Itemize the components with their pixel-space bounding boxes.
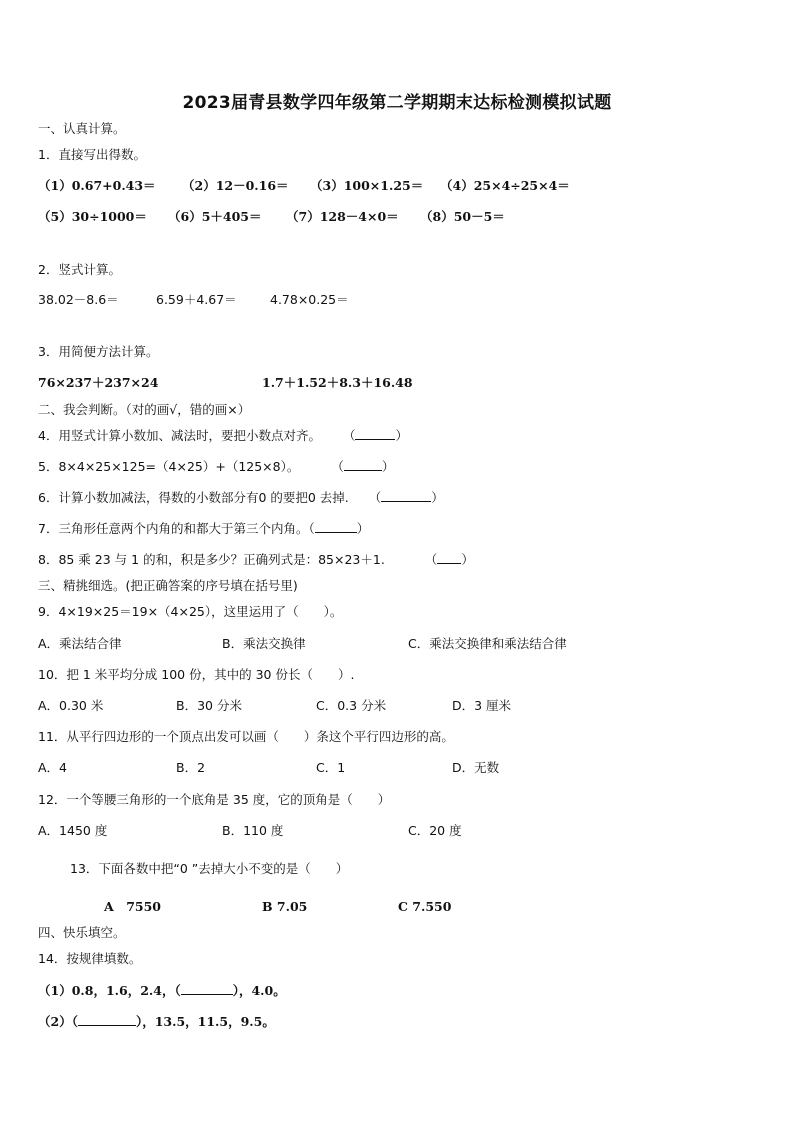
question-4-text: 4．用竖式计算小数加、减法时，要把小数点对齐。 bbox=[38, 428, 321, 443]
option-a[interactable]: A．4 bbox=[38, 760, 68, 775]
question-10-text: 10．把 1 米平均分成 100 份，其中的 30 份长（ ）. bbox=[38, 667, 355, 682]
question-3-label: 3．用简便方法计算。 bbox=[38, 344, 159, 359]
question-2-items bbox=[38, 292, 778, 308]
calc-item: （7）128－4×0＝ bbox=[286, 209, 399, 224]
calc-item: （8）50－5＝ bbox=[420, 209, 505, 224]
vertical-calc-item: 38.02－8.6＝ bbox=[38, 292, 119, 307]
option-c[interactable]: C．0.3 分米 bbox=[316, 698, 387, 713]
option-b[interactable]: B．30 分米 bbox=[176, 698, 242, 713]
question-4: 4．用竖式计算小数加、减法时，要把小数点对齐。 （ ） bbox=[38, 428, 408, 443]
answer-blank[interactable] bbox=[78, 1014, 136, 1026]
question-12-text: 12．一个等腰三角形的一个底角是 35 度，它的顶角是（ ） bbox=[38, 792, 391, 807]
section-heading-3: 三、精挑细选。(把正确答案的序号填在括号里) bbox=[38, 578, 298, 593]
calc-item: （6）5＋405＝ bbox=[168, 209, 262, 224]
question-1-row-1 bbox=[38, 178, 778, 194]
question-12-options bbox=[38, 823, 778, 839]
calc-item: （3）100×1.25＝ bbox=[310, 178, 424, 193]
answer-blank[interactable] bbox=[181, 983, 233, 995]
option-c[interactable]: C．20 度 bbox=[408, 823, 462, 838]
question-1-row-2 bbox=[38, 209, 778, 225]
option-d[interactable]: D．3 厘米 bbox=[452, 698, 512, 713]
calc-item: （2）12－0.16＝ bbox=[182, 178, 289, 193]
question-6: 6．计算小数加减法，得数的小数部分有0 的要把0 去掉. （ ） bbox=[38, 490, 444, 505]
question-13-text: 13．下面各数中把“0 ”去掉大小不变的是（ ） bbox=[70, 861, 349, 876]
question-9-text: 9．4×19×25＝19×（4×25），这里运用了（ ）。 bbox=[38, 604, 343, 619]
option-c[interactable]: C 7.550 bbox=[398, 899, 452, 914]
question-9-options bbox=[38, 636, 778, 652]
question-11-options bbox=[38, 760, 778, 776]
option-a[interactable]: A 7550 bbox=[104, 899, 161, 914]
answer-blank[interactable] bbox=[381, 490, 431, 502]
option-b[interactable]: B．乘法交换律 bbox=[222, 636, 306, 651]
answer-blank[interactable] bbox=[344, 459, 382, 471]
option-a[interactable]: A．1450 度 bbox=[38, 823, 108, 838]
answer-blank[interactable] bbox=[315, 521, 357, 533]
question-14-line-1: （1）0.8，1.6，2.4，（ ），4.0。 bbox=[38, 983, 286, 998]
question-8-text: 8．85 乘 23 与 1 的和，积是多少？正确列式是：85×23＋1. bbox=[38, 552, 385, 567]
simplify-item: 1.7＋1.52＋8.3＋16.48 bbox=[262, 375, 413, 390]
vertical-calc-item: 4.78×0.25＝ bbox=[270, 292, 349, 307]
option-d[interactable]: D．无数 bbox=[452, 760, 500, 775]
question-10-options bbox=[38, 698, 778, 714]
question-1-label: 1．直接写出得数。 bbox=[38, 147, 146, 162]
option-c[interactable]: C．乘法交换律和乘法结合律 bbox=[408, 636, 567, 651]
question-3-items bbox=[38, 375, 778, 391]
option-a[interactable]: A．乘法结合律 bbox=[38, 636, 122, 651]
vertical-calc-item: 6.59＋4.67＝ bbox=[156, 292, 237, 307]
question-11-text: 11．从平行四边形的一个顶点出发可以画（ ）条这个平行四边形的高。 bbox=[38, 729, 454, 744]
question-7-text: 7．三角形任意两个内角的和都大于第三个内角。 bbox=[38, 521, 309, 536]
answer-blank[interactable] bbox=[437, 552, 461, 564]
simplify-item: 76×237＋237×24 bbox=[38, 375, 159, 390]
question-6-text: 6．计算小数加减法，得数的小数部分有0 的要把0 去掉. bbox=[38, 490, 349, 505]
question-14-line-2: （2）（ ），13.5，11.5，9.5。 bbox=[38, 1014, 275, 1029]
option-b[interactable]: B．110 度 bbox=[222, 823, 284, 838]
question-5-text: 5．8×4×25×125=（4×25）+（125×8）。 bbox=[38, 459, 300, 474]
question-8: 8．85 乘 23 与 1 的和，积是多少？正确列式是：85×23＋1. （ ） bbox=[38, 552, 474, 567]
question-2-label: 2．竖式计算。 bbox=[38, 262, 121, 277]
section-heading-2: 二、我会判断。（对的画√，错的画×） bbox=[38, 402, 251, 417]
question-14-label: 14．按规律填数。 bbox=[38, 951, 142, 966]
answer-blank[interactable] bbox=[355, 428, 395, 440]
option-b[interactable]: B 7.05 bbox=[262, 899, 308, 914]
question-5: 5．8×4×25×125=（4×25）+（125×8）。 （ ） bbox=[38, 459, 395, 474]
section-heading-1: 一、认真计算。 bbox=[38, 121, 126, 136]
question-13-options bbox=[38, 899, 778, 915]
option-a[interactable]: A．0.30 米 bbox=[38, 698, 104, 713]
question-7: 7．三角形任意两个内角的和都大于第三个内角。（ ） bbox=[38, 521, 370, 536]
page-title: 2023届青县数学四年级第二学期期末达标检测模拟试题 bbox=[182, 93, 612, 113]
option-b[interactable]: B．2 bbox=[176, 760, 206, 775]
calc-item: （4）25×4÷25×4＝ bbox=[440, 178, 570, 193]
calc-item: （5）30÷1000＝ bbox=[38, 209, 147, 224]
calc-item: （1）0.67+0.43＝ bbox=[38, 178, 156, 193]
section-heading-4: 四、快乐填空。 bbox=[38, 925, 126, 940]
option-c[interactable]: C．1 bbox=[316, 760, 346, 775]
